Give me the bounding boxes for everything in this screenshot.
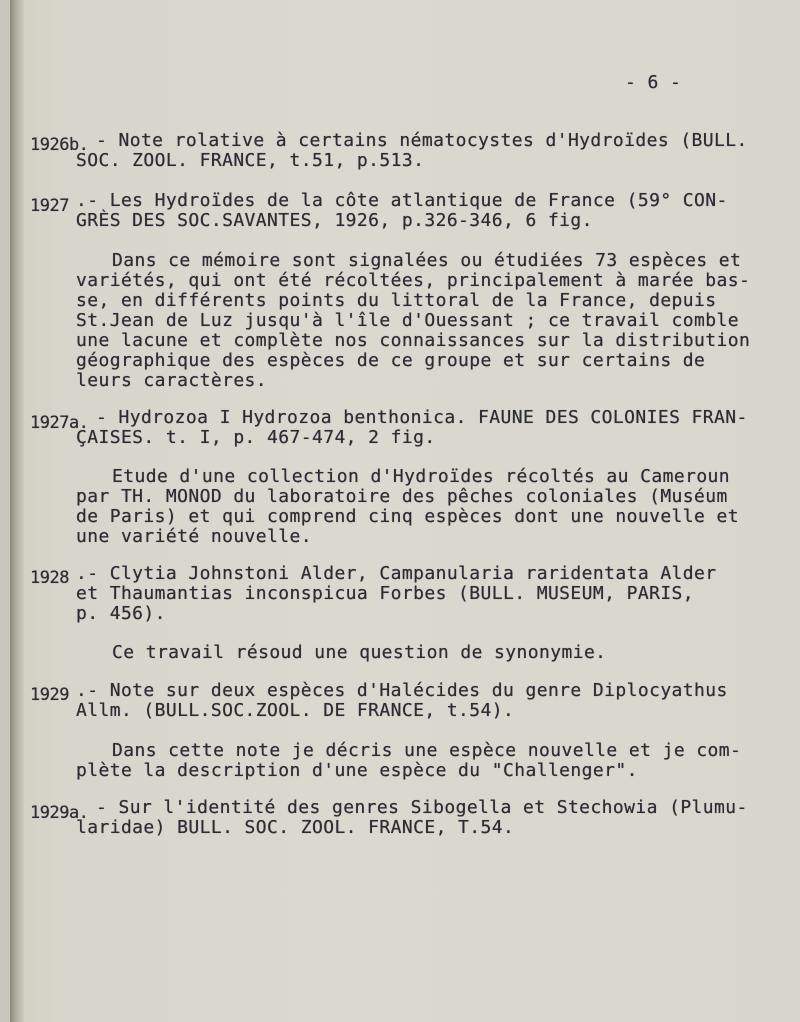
summary-line: St.Jean de Luz jusqu'à l'île d'Ouessant ; ce travail comble xyxy=(76,310,739,331)
summary-line: leurs caractères. xyxy=(76,370,268,391)
entry-year: 1928 xyxy=(30,568,69,588)
entry-line: Allm. (BULL.SOC.ZOOL. DE FRANCE, t.54). xyxy=(76,700,515,721)
summary-line: plète la description d'une espèce du "Challenger". xyxy=(76,760,638,781)
summary-line: Etude d'une collection d'Hydroïdes récoltés au Cameroun xyxy=(112,466,731,487)
entry-line: GRÈS DES SOC.SAVANTES, 1926, p.326-346, 6 fig. xyxy=(76,210,593,231)
summary-line: Dans cette note je décris une espèce nouvelle et je com- xyxy=(112,740,742,761)
entry-year: 1929a. xyxy=(30,803,89,823)
summary-line: variétés, qui ont été récoltées, principalement à marée bas- xyxy=(76,270,751,291)
page-number: - 6 - xyxy=(625,72,682,93)
typewritten-page xyxy=(10,0,800,1022)
entry-year: 1927a. xyxy=(30,413,89,433)
summary-line: Ce travail résoud une question de synonymie. xyxy=(112,642,607,663)
entry-line: SOC. ZOOL. FRANCE, t.51, p.513. xyxy=(76,150,425,171)
summary-line: par TH. MONOD du laboratoire des pêches coloniales (Muséum xyxy=(76,486,728,507)
entry-year: 1927 xyxy=(30,196,69,216)
entry-line: - Note rolative à certains nématocystes d'Hydroïdes (BULL. xyxy=(96,130,748,151)
summary-line: une variété nouvelle. xyxy=(76,526,312,547)
summary-line: géographique des espèces de ce groupe et sur certains de xyxy=(76,350,706,371)
entry-line: et Thaumantias inconspicua Forbes (BULL. MUSEUM, PARIS, xyxy=(76,583,695,604)
entry-line: ÇAISES. t. I, p. 467-474, 2 fig. xyxy=(76,427,436,448)
entry-year: 1926b. xyxy=(30,135,89,155)
entry-line: p. 456). xyxy=(76,603,166,624)
entry-line: .- Clytia Johnstoni Alder, Campanularia raridentata Alder xyxy=(76,563,717,584)
summary-line: de Paris) et qui comprend cinq espèces dont une nouvelle et xyxy=(76,506,739,527)
entry-year: 1929 xyxy=(30,685,69,705)
entry-line: - Hydrozoa I Hydrozoa benthonica. FAUNE DES COLONIES FRAN- xyxy=(96,407,748,428)
entry-line: .- Les Hydroïdes de la côte atlantique de France (59° CON- xyxy=(76,190,728,211)
page-binding-edge xyxy=(10,0,24,1022)
entry-line: - Sur l'identité des genres Sibogella et Stechowia (Plumu- xyxy=(96,797,748,818)
summary-line: Dans ce mémoire sont signalées ou étudiées 73 espèces et xyxy=(112,250,742,271)
entry-line: .- Note sur deux espèces d'Halécides du genre Diplocyathus xyxy=(76,680,728,701)
summary-line: se, en différents points du littoral de la France, depuis xyxy=(76,290,717,311)
summary-line: une lacune et complète nos connaissances sur la distribution xyxy=(76,330,751,351)
entry-line: laridae) BULL. SOC. ZOOL. FRANCE, T.54. xyxy=(76,817,515,838)
